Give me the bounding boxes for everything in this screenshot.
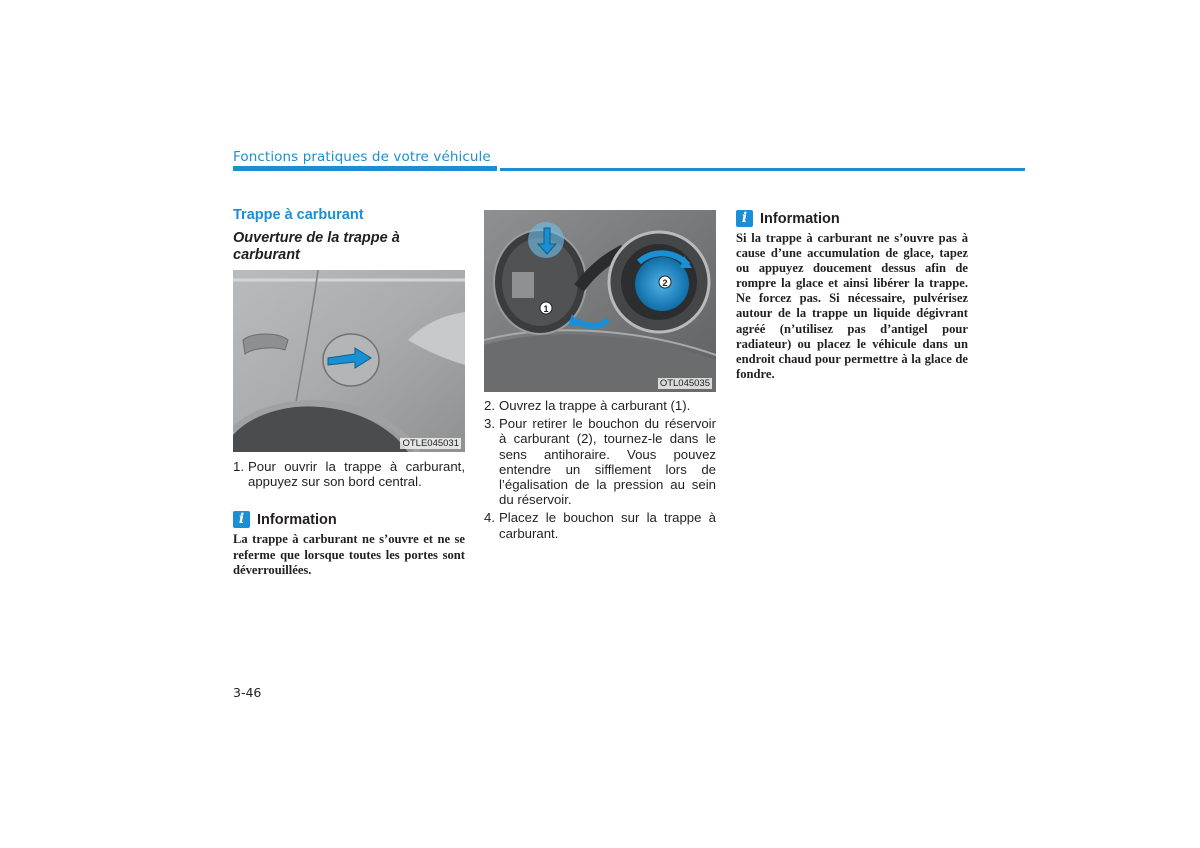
callout-2: 2 — [662, 278, 668, 288]
step-text: Ouvrez la trappe à carburant (1). — [499, 398, 691, 413]
step-1 — [233, 459, 465, 489]
step-number: 1. — [233, 459, 244, 474]
header-rule-left — [233, 166, 497, 171]
subsection-title: Ouverture de la trappe à carburant — [233, 230, 400, 263]
step-number: 2. — [484, 398, 495, 413]
step-number: 3. — [484, 416, 495, 432]
info-header — [736, 210, 968, 227]
fuel-cap-open-figure — [484, 210, 716, 392]
info-icon: i — [233, 511, 250, 528]
step-text: Pour ouvrir la trappe à carburant, appuyez sur son bord central. — [248, 459, 465, 490]
step-text: Placez le bouchon sur la trappe à carburant. — [499, 510, 716, 541]
section-title: Trappe à carburant — [233, 207, 364, 223]
fuel-cap-illustration — [484, 210, 716, 392]
step-4 — [484, 510, 716, 540]
column-3 — [736, 210, 968, 382]
info-body: La trappe à carburant ne s’ouvre et ne se referme que lorsque toutes les portes sont déverrouillées. — [233, 532, 465, 577]
info-title: Information — [760, 210, 840, 227]
info-header — [233, 511, 465, 528]
info-body: Si la trappe à carburant ne s’ouvre pas à cause d’une accumulation de glace, tapez ou appuyez doucement dessus afin de rompre la glace et ainsi libérer la trappe. Ne forcez pas. Si nécessaire, pulvérisez autour de la trappe un liquide dégivrant agréé (n’utilisez pas d’antigel pour radiateur) ou placez le véhicule dans un endroit chaud pour permettre à la glace de fondre. — [736, 231, 968, 381]
figure-code: OTL045035 — [659, 378, 710, 389]
info-icon: i — [736, 210, 753, 227]
header-title: Fonctions pratiques de votre véhicule — [233, 149, 491, 165]
car-side-illustration — [233, 270, 465, 452]
callout-1: 1 — [543, 304, 549, 314]
step-2 — [484, 398, 716, 413]
info-title: Information — [257, 511, 337, 528]
column-1 — [233, 206, 465, 578]
column-2 — [484, 210, 716, 541]
fuel-door-closed-figure — [233, 270, 465, 452]
page-number: 3-46 — [233, 685, 262, 700]
step-number: 4. — [484, 510, 495, 526]
header-rule-right — [500, 168, 1025, 171]
step-text: Pour retirer le bouchon du réservoir à carburant (2), tournez-le dans le sens antihoraire. Vous pouvez entendre un sifflement lors de l’égalisation de la pression au sein du réservoir. — [499, 416, 716, 508]
step-3 — [484, 416, 716, 507]
figure-code: OTLE045031 — [402, 438, 459, 449]
